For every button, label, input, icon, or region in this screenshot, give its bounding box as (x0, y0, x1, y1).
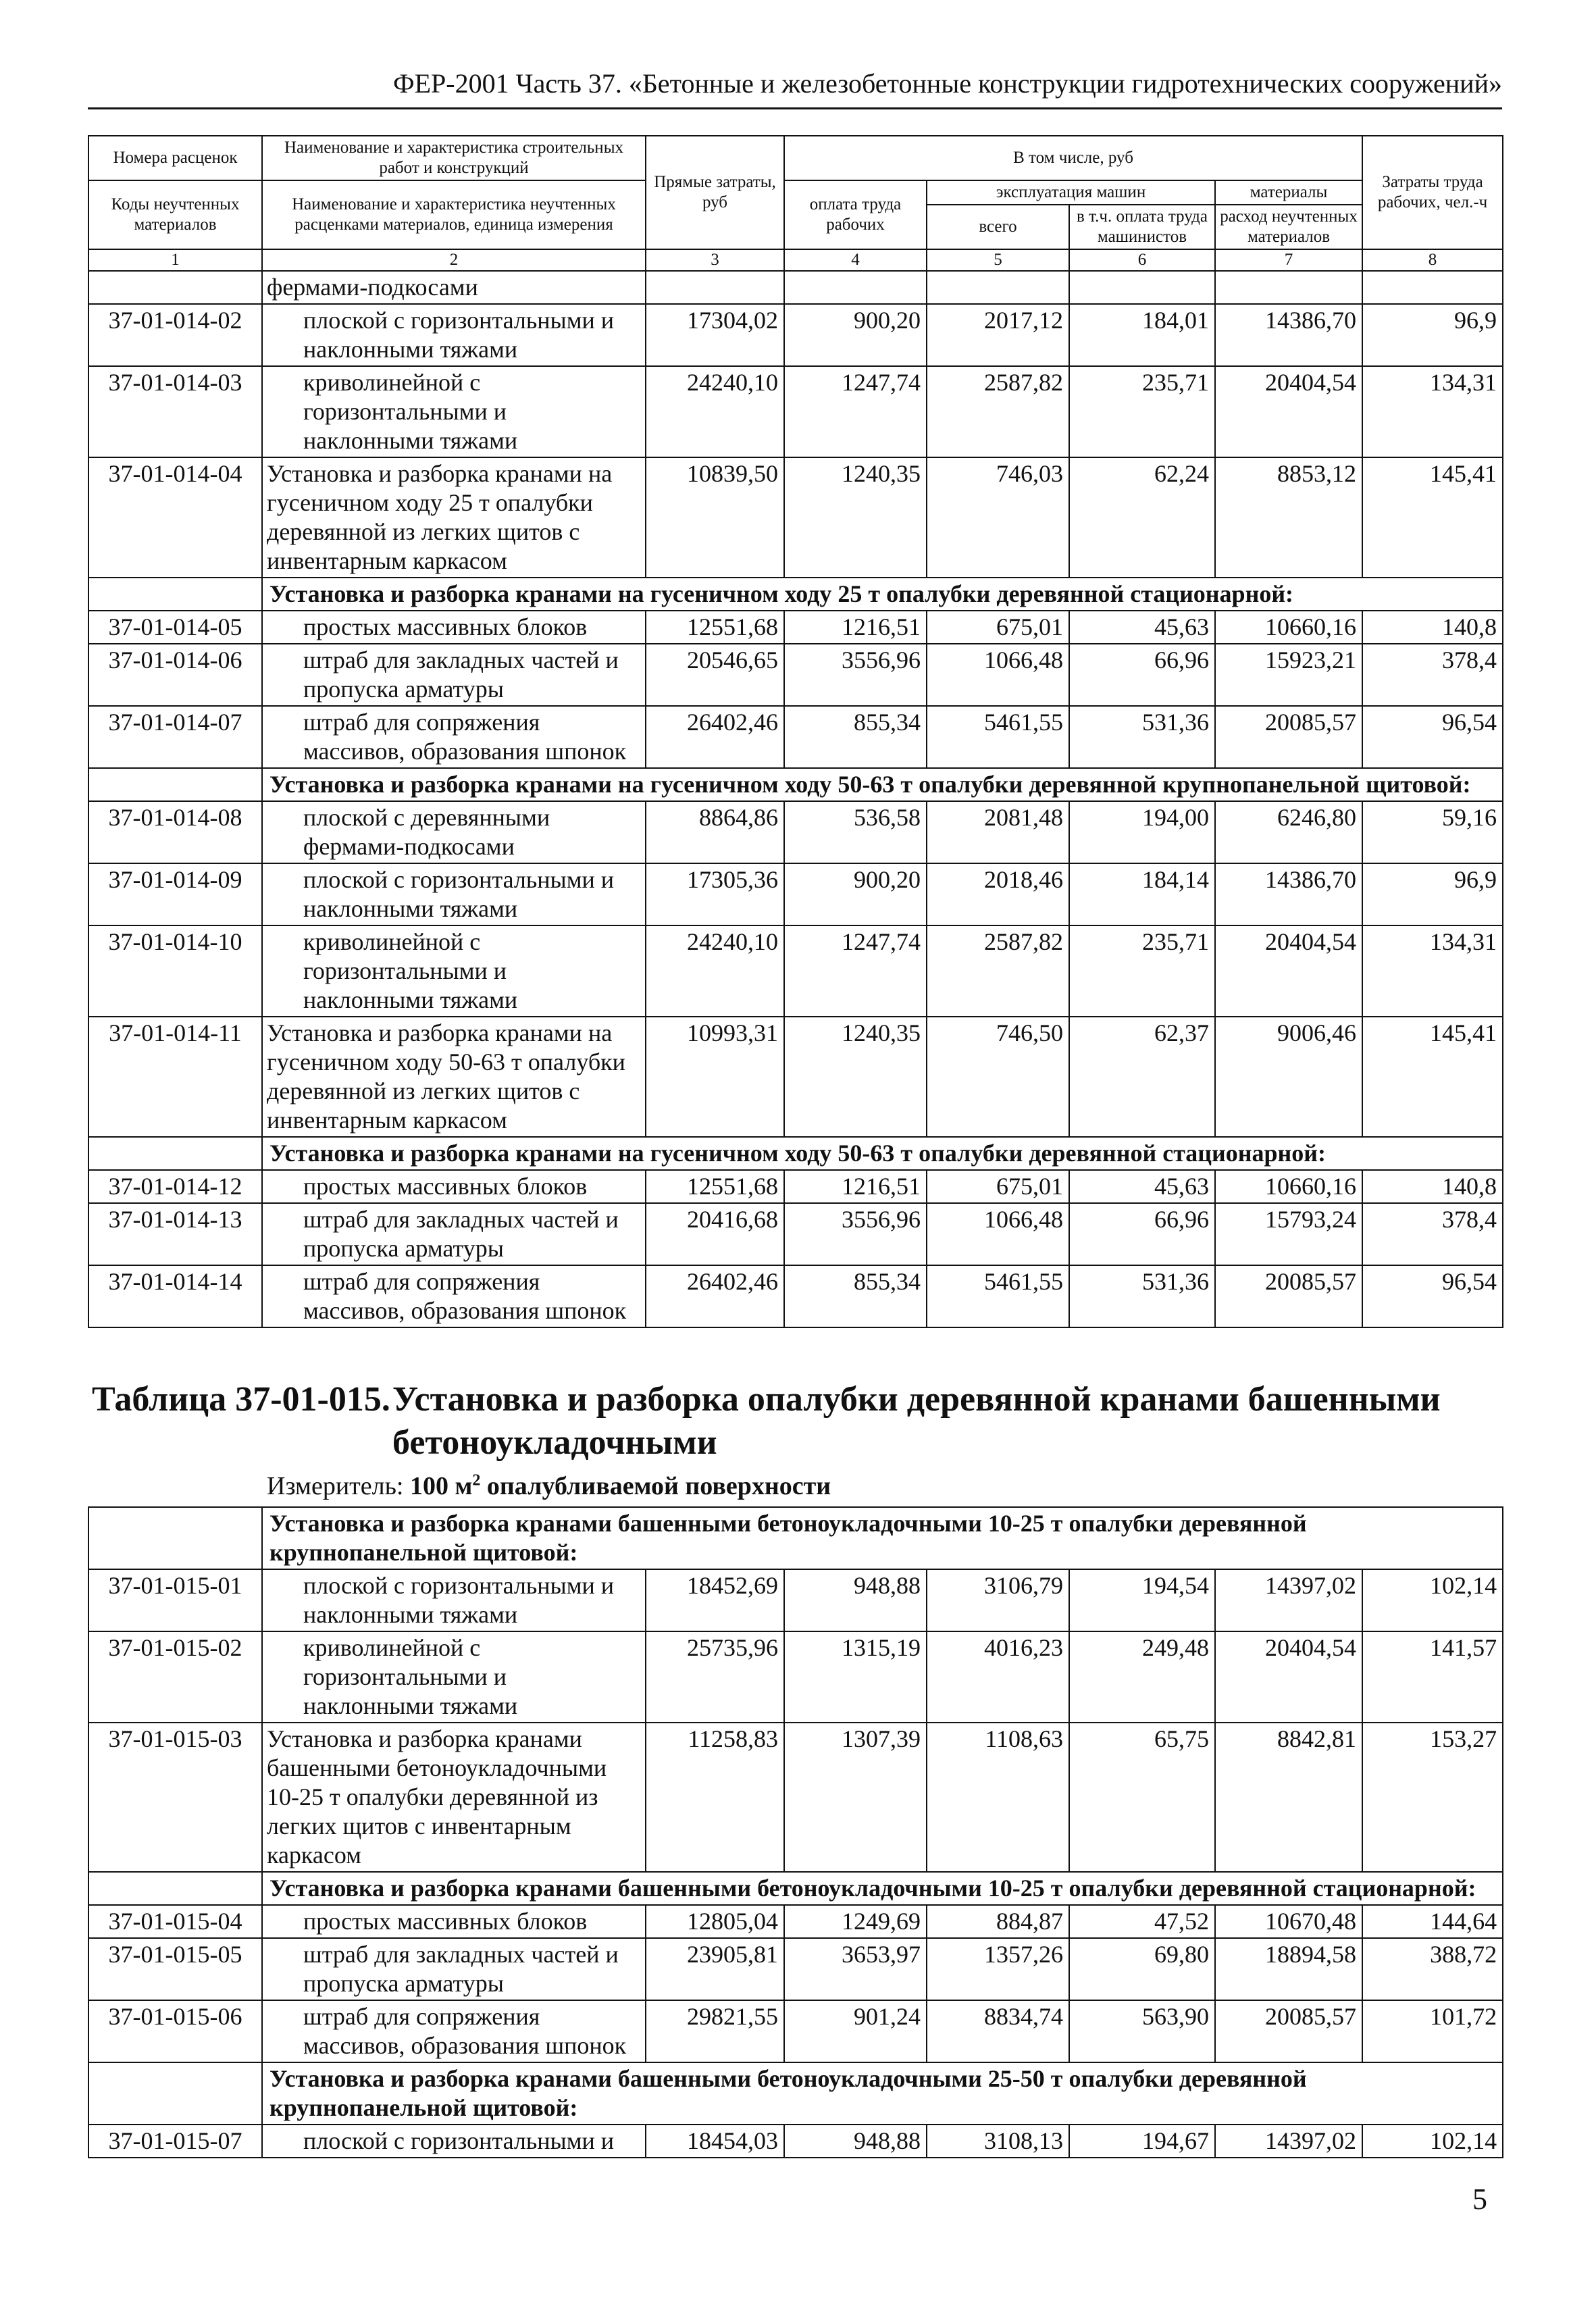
worker-pay: 1240,35 (784, 457, 927, 578)
machine-total: 2017,12 (927, 304, 1069, 366)
machine-total: 1066,48 (927, 1203, 1069, 1265)
rate-code-empty (88, 1137, 262, 1170)
machinist-pay: 235,71 (1069, 366, 1215, 457)
worker-pay: 900,20 (784, 304, 927, 366)
machinist-pay: 235,71 (1069, 925, 1215, 1017)
section-row (88, 578, 1503, 611)
labor-costs: 145,41 (1362, 1017, 1503, 1137)
materials: 15923,21 (1215, 644, 1362, 706)
header-direct-costs: Прямые затраты, руб (646, 136, 784, 249)
labor-costs: 102,14 (1362, 2125, 1503, 2158)
labor-costs: 140,8 (1362, 1170, 1503, 1203)
rate-code: 37-01-014-05 (88, 611, 262, 644)
header-labor-costs: Затраты труда рабочих, чел.-ч (1362, 136, 1503, 249)
machine-total: 1066,48 (927, 644, 1069, 706)
rate-code: 37-01-015-06 (88, 2000, 262, 2062)
column-index: 2 (262, 249, 646, 271)
section-row (88, 2062, 1503, 2125)
direct-costs: 20416,68 (646, 1203, 784, 1265)
labor-costs: 388,72 (1362, 1938, 1503, 2000)
rate-code: 37-01-014-12 (88, 1170, 262, 1203)
labor-costs: 134,31 (1362, 366, 1503, 457)
machinist-pay: 531,36 (1069, 706, 1215, 768)
machinist-pay: 47,52 (1069, 1905, 1215, 1938)
machine-total: 746,03 (927, 457, 1069, 578)
column-index: 4 (784, 249, 927, 271)
labor-costs: 134,31 (1362, 925, 1503, 1017)
direct-costs: 11258,83 (646, 1723, 784, 1872)
direct-costs: 10839,50 (646, 457, 784, 578)
rate-code: 37-01-015-03 (88, 1723, 262, 1872)
labor-costs: 145,41 (1362, 457, 1503, 578)
work-name: штраб для закладных частей и пропуска арматуры (262, 1938, 646, 2000)
labor-costs: 96,9 (1362, 863, 1503, 925)
machinist-pay: 184,14 (1069, 863, 1215, 925)
machine-total: 3108,13 (927, 2125, 1069, 2158)
worker-pay: 855,34 (784, 706, 927, 768)
direct-costs: 20546,65 (646, 644, 784, 706)
worker-pay: 1240,35 (784, 1017, 927, 1137)
materials: 10660,16 (1215, 1170, 1362, 1203)
work-name: криволинейной с горизонтальными и наклонными тяжами (262, 366, 646, 457)
worker-pay: 1247,74 (784, 925, 927, 1017)
machinist-pay: 62,24 (1069, 457, 1215, 578)
direct-costs: 24240,10 (646, 366, 784, 457)
rate-code: 37-01-015-07 (88, 2125, 262, 2158)
machinist-pay: 531,36 (1069, 1265, 1215, 1327)
header-unaccounted: расход неучтенных материалов (1215, 205, 1362, 249)
worker-pay: 3556,96 (784, 644, 927, 706)
table-row (88, 2125, 1503, 2158)
labor-costs: 141,57 (1362, 1631, 1503, 1723)
rate-code-empty (88, 1507, 262, 1569)
rate-code: 37-01-014-13 (88, 1203, 262, 1265)
table-row (88, 611, 1503, 644)
materials: 18894,58 (1215, 1938, 1362, 2000)
work-name: плоской с горизонтальными и наклонными тяжами (262, 1569, 646, 1631)
work-name: простых массивных блоков (262, 1170, 646, 1203)
machine-total: 4016,23 (927, 1631, 1069, 1723)
section-heading: Установка и разборка кранами на гусеничном ходу 50-63 т опалубки деревянной крупнопанельной щитовой: (262, 768, 1503, 801)
column-index: 5 (927, 249, 1069, 271)
direct-costs: 18452,69 (646, 1569, 784, 1631)
rate-code-empty (88, 2062, 262, 2125)
work-name: Установка и разборка кранами на гусеничном ходу 50-63 т опалубки деревянной из легких щитов с инвентарным каркасом (262, 1017, 646, 1137)
materials: 14386,70 (1215, 863, 1362, 925)
header-material-codes: Коды неучтенных материалов (88, 180, 262, 249)
rate-code: 37-01-014-07 (88, 706, 262, 768)
header-machine-ops: эксплуатация машин (927, 180, 1215, 205)
rate-code: 37-01-014-14 (88, 1265, 262, 1327)
rates-table-015 (88, 1506, 1503, 2158)
measure-sup: 2 (472, 1471, 481, 1490)
direct-costs: 12551,68 (646, 611, 784, 644)
work-name: Установка и разборка кранами на гусеничном ходу 25 т опалубки деревянной из легких щитов с инвентарным каркасом (262, 457, 646, 578)
work-name: штраб для закладных частей и пропуска арматуры (262, 644, 646, 706)
column-index: 6 (1069, 249, 1215, 271)
machinist-pay: 45,63 (1069, 611, 1215, 644)
worker-pay: 1249,69 (784, 1905, 927, 1938)
header-incl-rub: В том числе, руб (784, 136, 1362, 180)
rate-code: 37-01-014-03 (88, 366, 262, 457)
table-row (88, 2000, 1503, 2062)
labor-costs: 378,4 (1362, 1203, 1503, 1265)
header-materials: материалы (1215, 180, 1362, 205)
worker-pay: 1315,19 (784, 1631, 927, 1723)
table-title (92, 1378, 1497, 1465)
section-row (88, 1507, 1503, 1569)
labor-costs: 59,16 (1362, 801, 1503, 863)
worker-pay: 901,24 (784, 2000, 927, 2062)
materials: 14397,02 (1215, 2125, 1362, 2158)
machinist-pay: 62,37 (1069, 1017, 1215, 1137)
machine-total: 675,01 (927, 1170, 1069, 1203)
machine-total: 2587,82 (927, 925, 1069, 1017)
table-row (88, 1723, 1503, 1872)
direct-costs: 29821,55 (646, 2000, 784, 2062)
table-row (88, 801, 1503, 863)
work-name: штраб для сопряжения массивов, образования шпонок (262, 1265, 646, 1327)
work-name: простых массивных блоков (262, 611, 646, 644)
section-row (88, 1137, 1503, 1170)
measure-prefix: Измеритель: (267, 1472, 410, 1500)
direct-costs: 24240,10 (646, 925, 784, 1017)
section-heading: Установка и разборка кранами башенными бетоноукладочными 25-50 т опалубки деревянной крупнопанельной щитовой: (262, 2062, 1503, 2125)
materials: 20404,54 (1215, 366, 1362, 457)
table-row (88, 1905, 1503, 1938)
machinist-pay: 194,00 (1069, 801, 1215, 863)
materials: 8842,81 (1215, 1723, 1362, 1872)
rate-code: 37-01-014-10 (88, 925, 262, 1017)
worker-pay: 536,58 (784, 801, 927, 863)
header-material-name: Наименование и характеристика неучтенных расценками материалов, единица измерения (262, 180, 646, 249)
rates-table (88, 135, 1503, 1328)
materials: 20085,57 (1215, 706, 1362, 768)
machinist-pay: 65,75 (1069, 1723, 1215, 1872)
rate-code: 37-01-015-02 (88, 1631, 262, 1723)
machine-total: 1357,26 (927, 1938, 1069, 2000)
rate-code: 37-01-015-05 (88, 1938, 262, 2000)
empty-cell (784, 271, 927, 304)
rate-code: 37-01-014-02 (88, 304, 262, 366)
rate-code: 37-01-014-04 (88, 457, 262, 578)
rate-code-empty (88, 578, 262, 611)
column-index: 7 (1215, 249, 1362, 271)
table-row (88, 1017, 1503, 1137)
worker-pay: 948,88 (784, 1569, 927, 1631)
machine-total: 5461,55 (927, 706, 1069, 768)
materials: 9006,46 (1215, 1017, 1362, 1137)
header-rates-number: Номера расценок (88, 136, 262, 180)
direct-costs: 23905,81 (646, 1938, 784, 2000)
worker-pay: 900,20 (784, 863, 927, 925)
materials: 20085,57 (1215, 1265, 1362, 1327)
machine-total: 8834,74 (927, 2000, 1069, 2062)
table-row (88, 706, 1503, 768)
table-title-text: Установка и разборка опалубки деревянной кранами башенными бетоноукладочными (392, 1380, 1441, 1462)
direct-costs: 10993,31 (646, 1017, 784, 1137)
materials: 10660,16 (1215, 611, 1362, 644)
table-row (88, 1203, 1503, 1265)
table-row (88, 1569, 1503, 1631)
rate-code-empty (88, 768, 262, 801)
materials: 20404,54 (1215, 925, 1362, 1017)
direct-costs: 25735,96 (646, 1631, 784, 1723)
table-row (88, 1938, 1503, 2000)
machine-total: 2018,46 (927, 863, 1069, 925)
labor-costs: 102,14 (1362, 1569, 1503, 1631)
machinist-pay: 249,48 (1069, 1631, 1215, 1723)
machinist-pay: 66,96 (1069, 644, 1215, 706)
machine-total: 2081,48 (927, 801, 1069, 863)
machine-total: 675,01 (927, 611, 1069, 644)
table-row (88, 366, 1503, 457)
worker-pay: 3556,96 (784, 1203, 927, 1265)
labor-costs: 378,4 (1362, 644, 1503, 706)
materials: 20085,57 (1215, 2000, 1362, 2062)
labor-costs: 140,8 (1362, 611, 1503, 644)
header-name-char: Наименование и характеристика строительных работ и конструкций (262, 136, 646, 180)
machinist-pay: 184,01 (1069, 304, 1215, 366)
table-row (88, 457, 1503, 578)
materials: 15793,24 (1215, 1203, 1362, 1265)
column-index: 3 (646, 249, 784, 271)
work-name: штраб для закладных частей и пропуска арматуры (262, 1203, 646, 1265)
header-machinist-pay: в т.ч. оплата труда машинистов (1069, 205, 1215, 249)
rate-code: 37-01-014-08 (88, 801, 262, 863)
work-name: плоской с горизонтальными и наклонными тяжами (262, 863, 646, 925)
table-row (88, 925, 1503, 1017)
worker-pay: 1216,51 (784, 1170, 927, 1203)
table-code: Таблица 37-01-015. (92, 1380, 390, 1419)
work-name: плоской с горизонтальными и (262, 2125, 646, 2158)
table-row (88, 1631, 1503, 1723)
empty-cell (1362, 271, 1503, 304)
machine-total: 2587,82 (927, 366, 1069, 457)
header-worker-pay: оплата труда рабочих (784, 180, 927, 249)
machinist-pay: 69,80 (1069, 1938, 1215, 2000)
direct-costs: 17304,02 (646, 304, 784, 366)
rate-code-empty (88, 271, 262, 304)
work-name: простых массивных блоков (262, 1905, 646, 1938)
materials: 6246,80 (1215, 801, 1362, 863)
machine-total: 1108,63 (927, 1723, 1069, 1872)
worker-pay: 855,34 (784, 1265, 927, 1327)
worker-pay: 3653,97 (784, 1938, 927, 2000)
work-name: плоской с деревянными фермами-подкосами (262, 801, 646, 863)
work-name: фермами-подкосами (262, 271, 646, 304)
direct-costs: 26402,46 (646, 1265, 784, 1327)
direct-costs: 12805,04 (646, 1905, 784, 1938)
work-name: штраб для сопряжения массивов, образования шпонок (262, 706, 646, 768)
rate-code-empty (88, 1872, 262, 1905)
table-row (88, 863, 1503, 925)
table-row (88, 304, 1503, 366)
empty-cell (927, 271, 1069, 304)
labor-costs: 96,54 (1362, 1265, 1503, 1327)
materials: 8853,12 (1215, 457, 1362, 578)
labor-costs: 144,64 (1362, 1905, 1503, 1938)
page-header: ФЕР-2001 Часть 37. «Бетонные и железобетонные конструкции гидротехнических сооружений» (88, 68, 1502, 109)
section-row (88, 768, 1503, 801)
section-heading: Установка и разборка кранами на гусеничном ходу 25 т опалубки деревянной стационарной: (262, 578, 1503, 611)
labor-costs: 101,72 (1362, 2000, 1503, 2062)
rate-code: 37-01-015-04 (88, 1905, 262, 1938)
direct-costs: 8864,86 (646, 801, 784, 863)
rate-code: 37-01-014-06 (88, 644, 262, 706)
machinist-pay: 66,96 (1069, 1203, 1215, 1265)
worker-pay: 1216,51 (784, 611, 927, 644)
worker-pay: 1307,39 (784, 1723, 927, 1872)
section-heading: Установка и разборка кранами башенными бетоноукладочными 10-25 т опалубки деревянной крупнопанельной щитовой: (262, 1507, 1503, 1569)
materials: 20404,54 (1215, 1631, 1362, 1723)
labor-costs: 96,54 (1362, 706, 1503, 768)
measure-value: 100 м (410, 1472, 473, 1500)
labor-costs: 96,9 (1362, 304, 1503, 366)
machine-total: 884,87 (927, 1905, 1069, 1938)
worker-pay: 948,88 (784, 2125, 927, 2158)
materials: 14397,02 (1215, 1569, 1362, 1631)
rate-code: 37-01-014-09 (88, 863, 262, 925)
measure-unit (267, 1471, 831, 1501)
direct-costs: 18454,03 (646, 2125, 784, 2158)
continuation-row (88, 271, 1503, 304)
header-total: всего (927, 205, 1069, 249)
work-name: криволинейной с горизонтальными и наклонными тяжами (262, 1631, 646, 1723)
machinist-pay: 45,63 (1069, 1170, 1215, 1203)
machine-total: 3106,79 (927, 1569, 1069, 1631)
column-index: 1 (88, 249, 262, 271)
labor-costs: 153,27 (1362, 1723, 1503, 1872)
materials: 10670,48 (1215, 1905, 1362, 1938)
direct-costs: 26402,46 (646, 706, 784, 768)
rate-code: 37-01-014-11 (88, 1017, 262, 1137)
worker-pay: 1247,74 (784, 366, 927, 457)
section-row (88, 1872, 1503, 1905)
work-name: плоской с горизонтальными и наклонными тяжами (262, 304, 646, 366)
table-row (88, 1265, 1503, 1327)
direct-costs: 17305,36 (646, 863, 784, 925)
materials: 14386,70 (1215, 304, 1362, 366)
column-index: 8 (1362, 249, 1503, 271)
page-number: 5 (1472, 2183, 1487, 2216)
machinist-pay: 194,54 (1069, 1569, 1215, 1631)
section-heading: Установка и разборка кранами на гусеничном ходу 50-63 т опалубки деревянной стационарной: (262, 1137, 1503, 1170)
machinist-pay: 563,90 (1069, 2000, 1215, 2062)
empty-cell (646, 271, 784, 304)
table-row (88, 1170, 1503, 1203)
work-name: криволинейной с горизонтальными и наклонными тяжами (262, 925, 646, 1017)
section-heading: Установка и разборка кранами башенными бетоноукладочными 10-25 т опалубки деревянной стационарной: (262, 1872, 1503, 1905)
machinist-pay: 194,67 (1069, 2125, 1215, 2158)
machine-total: 5461,55 (927, 1265, 1069, 1327)
direct-costs: 12551,68 (646, 1170, 784, 1203)
rate-code: 37-01-015-01 (88, 1569, 262, 1631)
empty-cell (1215, 271, 1362, 304)
empty-cell (1069, 271, 1215, 304)
measure-suffix: опалубливаемой поверхности (480, 1472, 831, 1500)
table-row (88, 644, 1503, 706)
work-name: штраб для сопряжения массивов, образования шпонок (262, 2000, 646, 2062)
work-name: Установка и разборка кранами башенными бетоноукладочными 10-25 т опалубки деревянной из легких щитов с инвентарным каркасом (262, 1723, 646, 1872)
machine-total: 746,50 (927, 1017, 1069, 1137)
